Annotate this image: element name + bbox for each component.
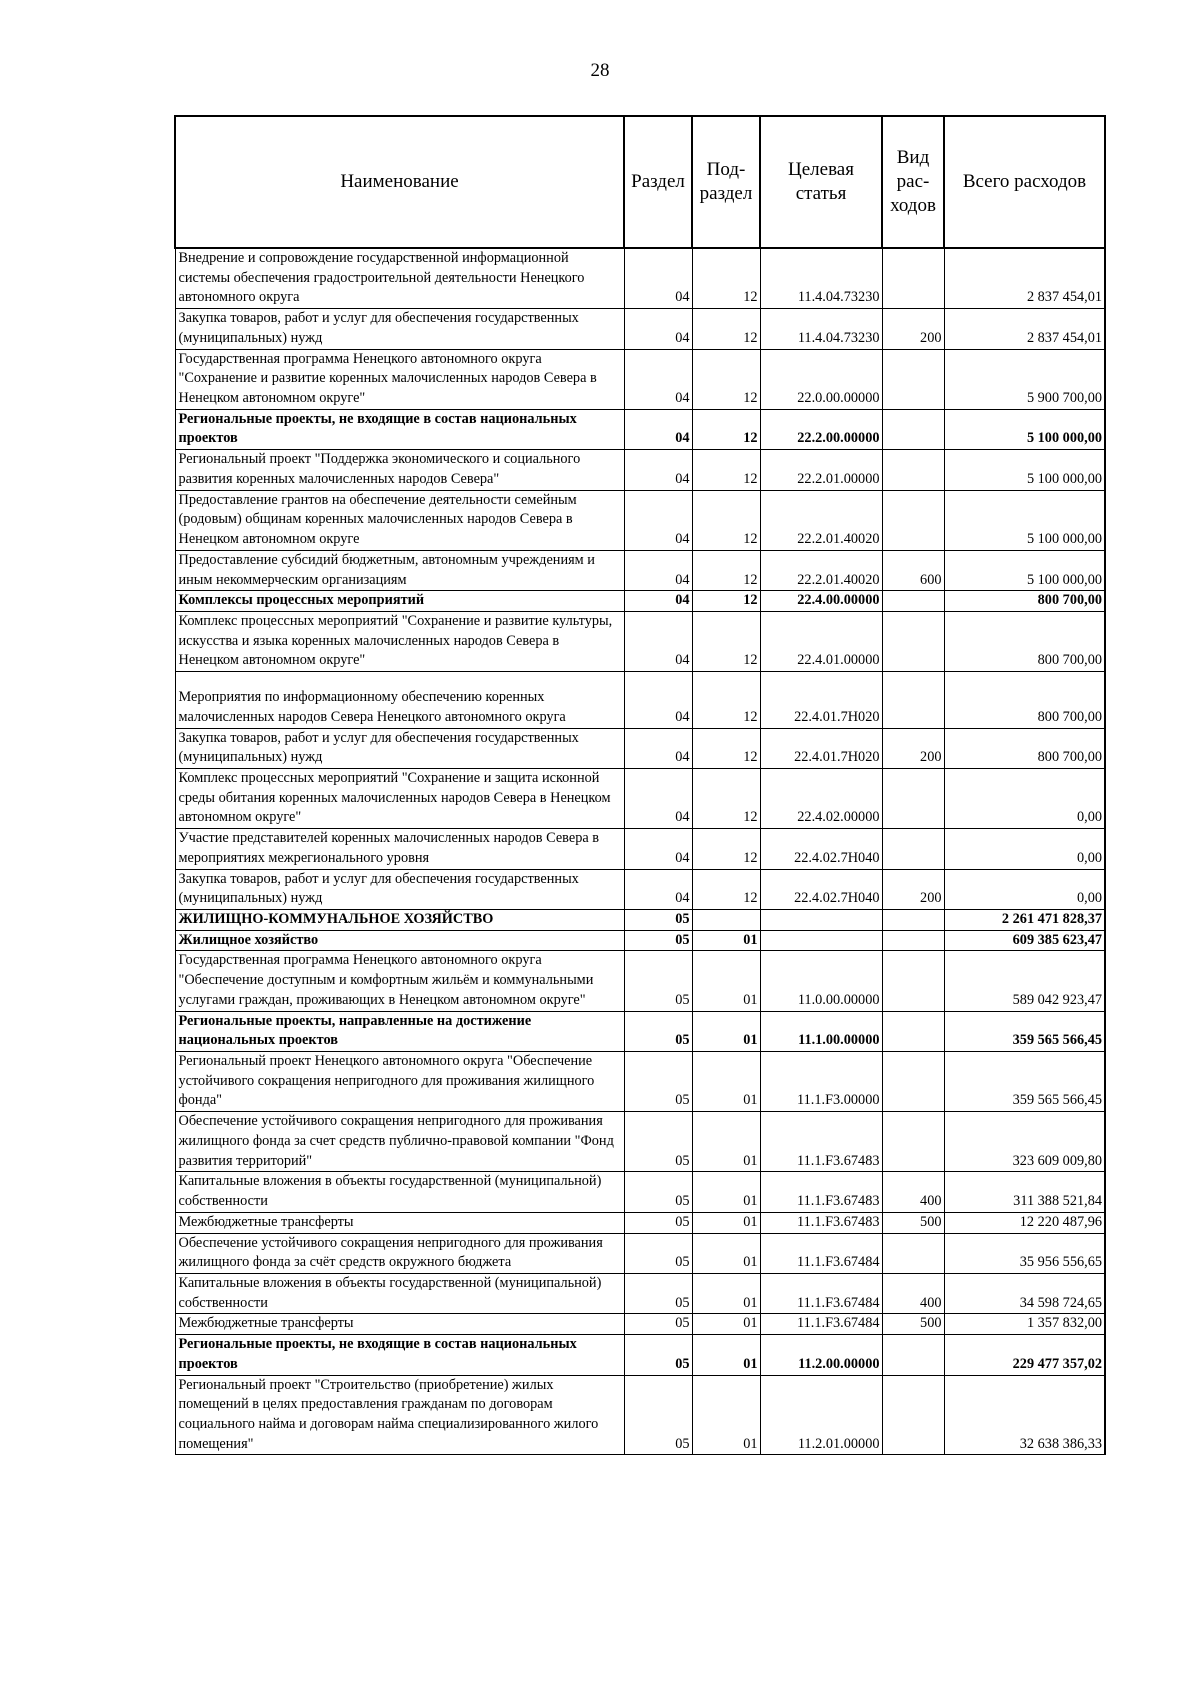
cell-razdel: 05 [624, 930, 692, 951]
cell-vid-rashodov: 600 [882, 550, 944, 590]
cell-razdel: 04 [624, 728, 692, 768]
cell-name: Региональный проект "Поддержка экономического и социального развития коренных малочисленных народов Севера" [175, 450, 624, 490]
cell-name: ЖИЛИЩНО-КОММУНАЛЬНОЕ ХОЗЯЙСТВО [175, 910, 624, 931]
table-row [175, 930, 1105, 951]
cell-vid-rashodov [882, 349, 944, 409]
cell-podrazdel: 12 [692, 869, 760, 909]
header-celevaya-statya: Целевая статья [760, 116, 882, 248]
cell-name: Региональный проект Ненецкого автономного округа "Обеспечение устойчивого сокращения непригодного для проживания жилищного фонда" [175, 1052, 624, 1112]
cell-razdel: 04 [624, 550, 692, 590]
cell-name: Государственная программа Ненецкого автономного округа "Обеспечение доступным и комфортным жильём и коммунальными услугами граждан, проживающих в Ненецком автономном округе" [175, 951, 624, 1011]
cell-name: Обеспечение устойчивого сокращения непригодного для проживания жилищного фонда за счет средств публично-правовой компании "Фонд развития территорий" [175, 1112, 624, 1172]
cell-total: 5 100 000,00 [944, 550, 1105, 590]
table-row [175, 1314, 1105, 1335]
cell-name: Внедрение и сопровождение государственной информационной системы обеспечения градостроительной деятельности Ненецкого автономного округа [175, 248, 624, 309]
cell-celevaya-statya [760, 930, 882, 951]
header-podrazdel: Под- раздел [692, 116, 760, 248]
table-row [175, 1011, 1105, 1051]
cell-podrazdel: 01 [692, 1212, 760, 1233]
cell-podrazdel: 01 [692, 1375, 760, 1455]
cell-total: 5 100 000,00 [944, 409, 1105, 449]
cell-celevaya-statya: 22.2.01.40020 [760, 550, 882, 590]
cell-celevaya-statya: 11.1.F3.67484 [760, 1233, 882, 1273]
cell-razdel: 05 [624, 1052, 692, 1112]
cell-total: 34 598 724,65 [944, 1273, 1105, 1313]
cell-razdel: 05 [624, 1112, 692, 1172]
cell-name: Региональные проекты, не входящие в состав национальных проектов [175, 1335, 624, 1375]
cell-celevaya-statya: 11.4.04.73230 [760, 248, 882, 309]
cell-celevaya-statya: 11.4.04.73230 [760, 309, 882, 349]
cell-celevaya-statya: 11.1.F3.67484 [760, 1273, 882, 1313]
table-row [175, 490, 1105, 550]
cell-razdel: 04 [624, 591, 692, 612]
table-row [175, 611, 1105, 671]
cell-podrazdel [692, 910, 760, 931]
cell-celevaya-statya: 22.2.01.40020 [760, 490, 882, 550]
cell-podrazdel: 01 [692, 1112, 760, 1172]
cell-vid-rashodov [882, 1375, 944, 1455]
cell-total: 5 900 700,00 [944, 349, 1105, 409]
table-row [175, 910, 1105, 931]
cell-vid-rashodov [882, 930, 944, 951]
cell-vid-rashodov [882, 1233, 944, 1273]
cell-total: 5 100 000,00 [944, 490, 1105, 550]
table-row [175, 869, 1105, 909]
cell-podrazdel: 01 [692, 1233, 760, 1273]
table-row [175, 951, 1105, 1011]
cell-name: Предоставление субсидий бюджетным, автономным учреждениям и иным некоммерческим организациям [175, 550, 624, 590]
cell-total: 5 100 000,00 [944, 450, 1105, 490]
cell-name: Закупка товаров, работ и услуг для обеспечения государственных (муниципальных) нужд [175, 869, 624, 909]
cell-razdel: 04 [624, 869, 692, 909]
table-row [175, 728, 1105, 768]
cell-name: Комплексы процессных мероприятий [175, 591, 624, 612]
cell-vid-rashodov [882, 910, 944, 931]
page-number: 28 [590, 60, 610, 81]
cell-razdel: 04 [624, 829, 692, 869]
cell-podrazdel: 12 [692, 450, 760, 490]
cell-vid-rashodov [882, 1011, 944, 1051]
cell-name: Закупка товаров, работ и услуг для обеспечения государственных (муниципальных) нужд [175, 309, 624, 349]
cell-total: 2 837 454,01 [944, 309, 1105, 349]
cell-name: Капитальные вложения в объекты государственной (муниципальной) собственности [175, 1273, 624, 1313]
cell-podrazdel: 01 [692, 951, 760, 1011]
table-body [175, 248, 1105, 1455]
table-row [175, 450, 1105, 490]
cell-total: 0,00 [944, 869, 1105, 909]
cell-razdel: 05 [624, 1273, 692, 1313]
table-row [175, 349, 1105, 409]
cell-razdel: 04 [624, 409, 692, 449]
cell-podrazdel: 01 [692, 1052, 760, 1112]
cell-celevaya-statya: 11.0.00.00000 [760, 951, 882, 1011]
cell-podrazdel: 12 [692, 309, 760, 349]
cell-name: Региональные проекты, направленные на достижение национальных проектов [175, 1011, 624, 1051]
cell-podrazdel: 12 [692, 349, 760, 409]
cell-total: 800 700,00 [944, 728, 1105, 768]
cell-total: 35 956 556,65 [944, 1233, 1105, 1273]
cell-vid-rashodov: 200 [882, 728, 944, 768]
table-row [175, 1375, 1105, 1455]
header-vid-rashodov: Вид рас- ходов [882, 116, 944, 248]
table-row [175, 829, 1105, 869]
budget-table [174, 115, 1106, 1455]
cell-total: 800 700,00 [944, 591, 1105, 612]
cell-celevaya-statya: 22.4.02.00000 [760, 768, 882, 828]
cell-name: Обеспечение устойчивого сокращения непригодного для проживания жилищного фонда за счёт средств окружного бюджета [175, 1233, 624, 1273]
cell-celevaya-statya: 22.4.02.7Н040 [760, 829, 882, 869]
header-total: Всего расходов [944, 116, 1105, 248]
cell-podrazdel: 01 [692, 1273, 760, 1313]
cell-celevaya-statya: 22.4.00.00000 [760, 591, 882, 612]
cell-podrazdel: 01 [692, 1335, 760, 1375]
cell-celevaya-statya: 22.2.00.00000 [760, 409, 882, 449]
cell-total: 359 565 566,45 [944, 1052, 1105, 1112]
cell-total: 12 220 487,96 [944, 1212, 1105, 1233]
cell-celevaya-statya: 22.4.01.7Н020 [760, 672, 882, 728]
cell-celevaya-statya: 22.4.01.7Н020 [760, 728, 882, 768]
table-row [175, 1112, 1105, 1172]
cell-vid-rashodov [882, 768, 944, 828]
cell-podrazdel: 12 [692, 829, 760, 869]
cell-total: 589 042 923,47 [944, 951, 1105, 1011]
cell-total: 1 357 832,00 [944, 1314, 1105, 1335]
cell-total: 311 388 521,84 [944, 1172, 1105, 1212]
cell-razdel: 05 [624, 1375, 692, 1455]
cell-name: Государственная программа Ненецкого автономного округа "Сохранение и развитие коренных малочисленных народов Севера в Ненецком автономном округе" [175, 349, 624, 409]
table-row [175, 1335, 1105, 1375]
header-razdel: Раздел [624, 116, 692, 248]
cell-total: 0,00 [944, 829, 1105, 869]
cell-celevaya-statya: 22.4.01.00000 [760, 611, 882, 671]
cell-total: 2 261 471 828,37 [944, 910, 1105, 931]
cell-vid-rashodov [882, 450, 944, 490]
cell-razdel: 05 [624, 951, 692, 1011]
table-row [175, 1233, 1105, 1273]
cell-razdel: 04 [624, 768, 692, 828]
table-row [175, 1052, 1105, 1112]
cell-razdel: 05 [624, 1314, 692, 1335]
cell-total: 609 385 623,47 [944, 930, 1105, 951]
table-row [175, 409, 1105, 449]
cell-name: Межбюджетные трансферты [175, 1314, 624, 1335]
cell-name: Комплекс процессных мероприятий "Сохранение и защита исконной среды обитания коренных малочисленных народов Севера в Ненецком автономном округе" [175, 768, 624, 828]
cell-podrazdel: 01 [692, 1011, 760, 1051]
cell-razdel: 04 [624, 309, 692, 349]
cell-vid-rashodov: 200 [882, 309, 944, 349]
cell-total: 323 609 009,80 [944, 1112, 1105, 1172]
cell-vid-rashodov: 500 [882, 1314, 944, 1335]
cell-total: 0,00 [944, 768, 1105, 828]
cell-razdel: 04 [624, 611, 692, 671]
cell-name: Закупка товаров, работ и услуг для обеспечения государственных (муниципальных) нужд [175, 728, 624, 768]
cell-celevaya-statya: 22.4.02.7Н040 [760, 869, 882, 909]
cell-name: Региональный проект "Строительство (приобретение) жилых помещений в целях предоставления гражданам по договорам социального найма и договорам найма специализированного жилого помещения" [175, 1375, 624, 1455]
cell-celevaya-statya: 11.1.F3.67483 [760, 1172, 882, 1212]
cell-vid-rashodov [882, 591, 944, 612]
cell-podrazdel: 12 [692, 490, 760, 550]
cell-razdel: 05 [624, 910, 692, 931]
cell-celevaya-statya: 11.1.F3.00000 [760, 1052, 882, 1112]
cell-total: 2 837 454,01 [944, 248, 1105, 309]
cell-razdel: 05 [624, 1011, 692, 1051]
cell-podrazdel: 01 [692, 1172, 760, 1212]
cell-vid-rashodov [882, 1112, 944, 1172]
cell-podrazdel: 01 [692, 930, 760, 951]
cell-vid-rashodov: 500 [882, 1212, 944, 1233]
cell-celevaya-statya: 11.2.01.00000 [760, 1375, 882, 1455]
cell-razdel: 04 [624, 672, 692, 728]
cell-razdel: 05 [624, 1233, 692, 1273]
cell-razdel: 04 [624, 490, 692, 550]
cell-celevaya-statya: 11.1.F3.67483 [760, 1112, 882, 1172]
cell-vid-rashodov [882, 829, 944, 869]
cell-name: Комплекс процессных мероприятий "Сохранение и развитие культуры, искусства и языка коренных малочисленных народов Севера в Ненецком автономном округе" [175, 611, 624, 671]
cell-podrazdel: 01 [692, 1314, 760, 1335]
cell-celevaya-statya: 11.1.F3.67484 [760, 1314, 882, 1335]
table-row [175, 309, 1105, 349]
cell-total: 359 565 566,45 [944, 1011, 1105, 1051]
cell-celevaya-statya [760, 910, 882, 931]
cell-name: Предоставление грантов на обеспечение деятельности семейным (родовым) общинам коренных малочисленных народов Севера в Ненецком автономном округе [175, 490, 624, 550]
cell-vid-rashodov [882, 409, 944, 449]
cell-podrazdel: 12 [692, 409, 760, 449]
table-row [175, 248, 1105, 309]
cell-podrazdel: 12 [692, 768, 760, 828]
cell-podrazdel: 12 [692, 591, 760, 612]
cell-vid-rashodov: 200 [882, 869, 944, 909]
table-row [175, 768, 1105, 828]
table-row [175, 550, 1105, 590]
cell-razdel: 04 [624, 248, 692, 309]
cell-vid-rashodov [882, 248, 944, 309]
cell-vid-rashodov [882, 490, 944, 550]
cell-name: Участие представителей коренных малочисленных народов Севера в мероприятиях межрегионального уровня [175, 829, 624, 869]
cell-celevaya-statya: 11.2.00.00000 [760, 1335, 882, 1375]
cell-celevaya-statya: 11.1.00.00000 [760, 1011, 882, 1051]
table-row [175, 672, 1105, 728]
table-header-row [175, 116, 1105, 248]
cell-podrazdel: 12 [692, 248, 760, 309]
cell-vid-rashodov: 400 [882, 1172, 944, 1212]
cell-podrazdel: 12 [692, 728, 760, 768]
cell-vid-rashodov: 400 [882, 1273, 944, 1313]
cell-total: 800 700,00 [944, 672, 1105, 728]
cell-podrazdel: 12 [692, 550, 760, 590]
cell-total: 229 477 357,02 [944, 1335, 1105, 1375]
cell-podrazdel: 12 [692, 672, 760, 728]
cell-name: Региональные проекты, не входящие в состав национальных проектов [175, 409, 624, 449]
table-row [175, 591, 1105, 612]
cell-razdel: 05 [624, 1172, 692, 1212]
cell-razdel: 04 [624, 349, 692, 409]
cell-total: 32 638 386,33 [944, 1375, 1105, 1455]
table-row [175, 1212, 1105, 1233]
cell-podrazdel: 12 [692, 611, 760, 671]
cell-celevaya-statya: 22.2.01.00000 [760, 450, 882, 490]
cell-celevaya-statya: 11.1.F3.67483 [760, 1212, 882, 1233]
table-row [175, 1172, 1105, 1212]
cell-vid-rashodov [882, 1335, 944, 1375]
cell-total: 800 700,00 [944, 611, 1105, 671]
cell-razdel: 05 [624, 1212, 692, 1233]
cell-vid-rashodov [882, 1052, 944, 1112]
cell-name: Мероприятия по информационному обеспечению коренных малочисленных народов Севера Ненецкого автономного округа [175, 672, 624, 728]
header-name: Наименование [175, 116, 624, 248]
cell-razdel: 04 [624, 450, 692, 490]
cell-name: Межбюджетные трансферты [175, 1212, 624, 1233]
cell-celevaya-statya: 22.0.00.00000 [760, 349, 882, 409]
cell-name: Капитальные вложения в объекты государственной (муниципальной) собственности [175, 1172, 624, 1212]
cell-vid-rashodov [882, 951, 944, 1011]
cell-vid-rashodov [882, 672, 944, 728]
table-row [175, 1273, 1105, 1313]
cell-vid-rashodov [882, 611, 944, 671]
cell-razdel: 05 [624, 1335, 692, 1375]
cell-name: Жилищное хозяйство [175, 930, 624, 951]
